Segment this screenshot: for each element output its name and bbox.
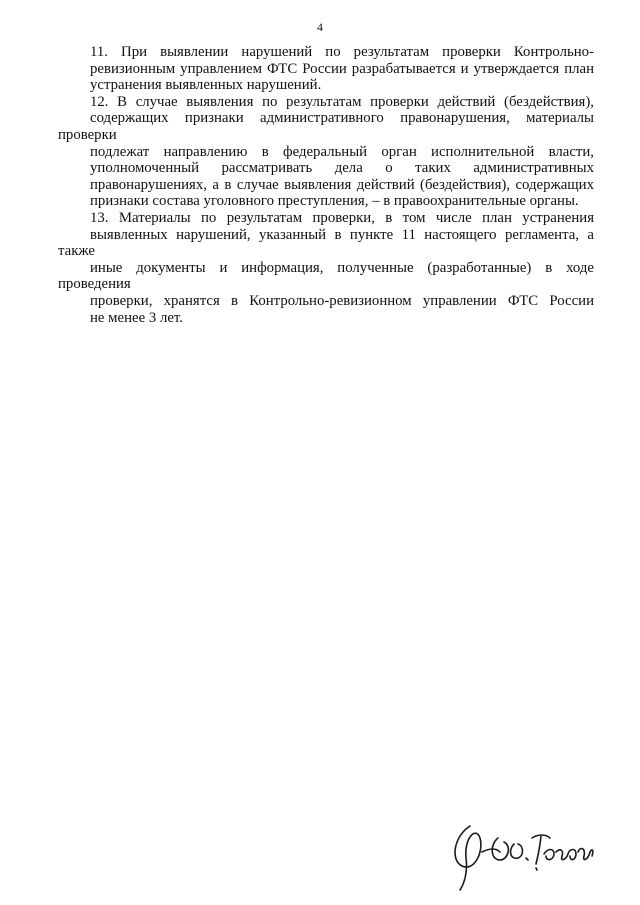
text-line: выявленных нарушений, указанный в пункте 11 настоящего регламента, а также: [58, 226, 594, 260]
text-line: 12. В случае выявления по результатам проверки действий (бездействия),: [90, 93, 594, 110]
paragraph-12: [58, 94, 594, 210]
text-line: признаки состава уголовного преступления, – в правоохранительные органы.: [90, 193, 579, 210]
text-line: 11. При выявлении нарушений по результатам проверки Контрольно-: [90, 44, 594, 60]
paragraph-11: [58, 44, 594, 94]
handwritten-signature: [440, 808, 600, 893]
document-body: [58, 44, 594, 326]
text-line: ревизионным управлением ФТС России разрабатывается и утверждается план: [90, 60, 594, 77]
text-line: уполномоченный рассматривать дела о таких административных: [90, 160, 594, 177]
text-line: не менее 3 лет.: [90, 309, 183, 326]
text-line: 13. Материалы по результатам проверки, в том числе план устранения: [90, 209, 594, 226]
text-line: иные документы и информация, полученные (разработанные) в ходе проведения: [58, 259, 594, 293]
paragraph-13: [58, 210, 594, 326]
text-line: подлежат направлению в федеральный орган исполнительной власти,: [90, 143, 594, 160]
text-line: содержащих признаки административного правонарушения, материалы проверки: [58, 110, 594, 143]
text-line: устранения выявленных нарушений.: [90, 77, 322, 94]
text-line: проверки, хранятся в Контрольно-ревизионном управлении ФТС России: [90, 292, 594, 309]
text-line: правонарушениях, а в случае выявления действий (бездействия), содержащих: [90, 176, 594, 193]
page-number: 4: [317, 20, 323, 34]
